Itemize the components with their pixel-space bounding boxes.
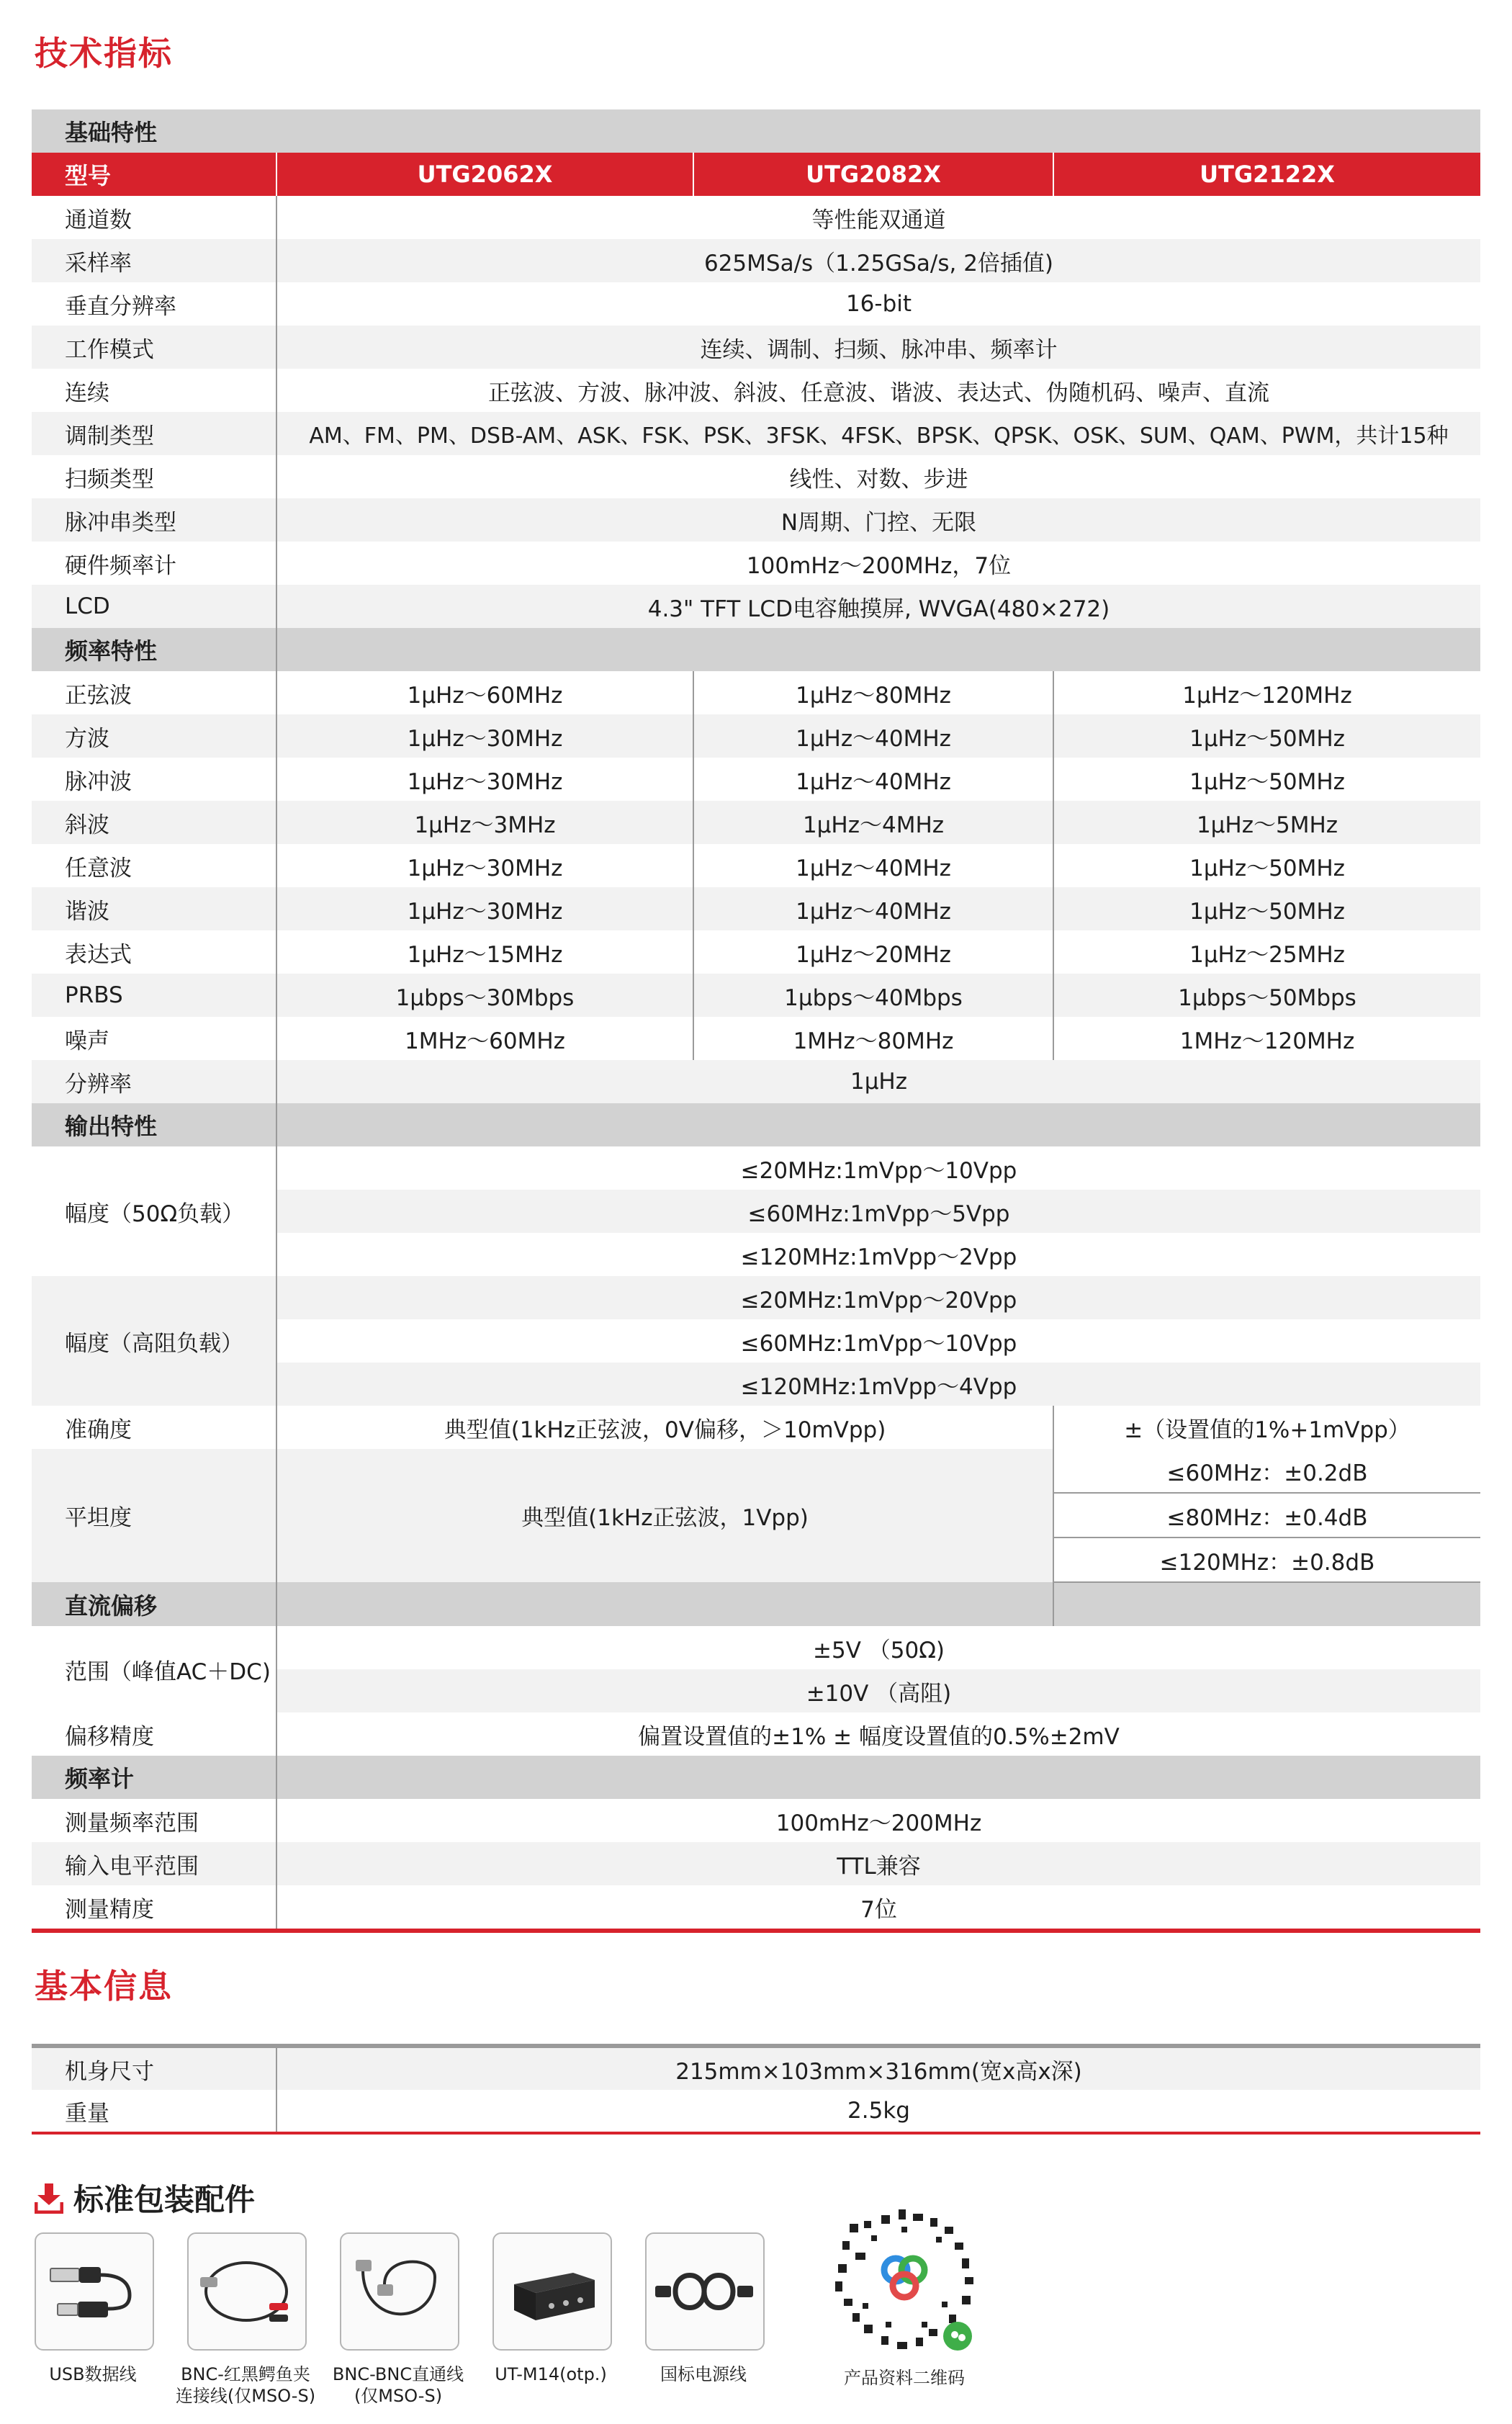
section-title-spec: 技术指标 [35,34,173,73]
basic-info-table [32,2044,1480,2135]
row-label: 准确度 [65,1417,132,1443]
cell-value: N周期、门控、无限 [276,498,1480,542]
cell-value: 典型值(1kHz正弦波，0V偏移，＞10mVpp) [276,1406,1053,1449]
table-row [32,196,1480,239]
table-row [32,2090,1480,2133]
accessory-label: BNC-红黑鳄鱼夹 连接线(仅MSO-S) [175,2364,316,2406]
table-row [32,585,1480,628]
cell-value: 1μHz～50MHz [1053,844,1480,887]
row-label: 正弦波 [65,682,132,709]
table-row [32,282,1480,326]
cell-value [276,1103,1480,1146]
table-row [32,239,1480,282]
row-label: 分辨率 [32,1060,276,1103]
cell-value: 1μHz～40MHz [693,714,1053,758]
table-row [32,714,1480,758]
ut-m14-device-icon [494,2234,611,2349]
cell-value: 1MHz～80MHz [693,1017,1053,1060]
cell-value: 1μHz～50MHz [1053,758,1480,801]
cell-value: ≤60MHz:1mVpp～5Vpp [276,1190,1480,1233]
download-icon [35,2182,63,2214]
cell-value: ≤60MHz：±0.2dB [1053,1449,1480,1493]
cell-value: 1μHz～80MHz [693,671,1053,714]
cell-value: ≤120MHz:1mVpp～4Vpp [276,1363,1480,1406]
cell-value: 典型值(1kHz正弦波，1Vpp) [276,1449,1053,1582]
cell-value: 正弦波、方波、脉冲波、斜波、任意波、谐波、表达式、伪随机码、噪声、直流 [276,369,1480,412]
accessory-ut-m14 [492,2232,612,2351]
cell-value: ≤120MHz：±0.8dB [1053,1538,1480,1582]
cell-value: 1μHz [276,1060,1480,1103]
cell-value: ≤20MHz:1mVpp～10Vpp [276,1146,1480,1190]
row-label: 通道数 [65,207,132,233]
bnc-bnc-cable-icon [341,2234,458,2349]
cell-value: 1μHz～30MHz [276,758,693,801]
row-label: 斜波 [32,801,276,844]
accessory-bnc-clip-cable [187,2232,307,2351]
row-label: 机身尺寸 [32,2046,276,2090]
row-label: 幅度（50Ω负载） [65,1200,245,1227]
cell-value: 1μHz～30MHz [276,887,693,930]
row-label: 基础特性 [32,109,1480,153]
row-label: 偏移精度 [65,1723,154,1750]
row-label: 表达式 [65,941,132,968]
cell-value [1053,1582,1480,1626]
row-label: 平坦度 [32,1449,276,1582]
qr-label: 产品资料二维码 [844,2368,965,2388]
cell-value: ±5V （50Ω) [276,1626,1480,1669]
cell-value: 等性能双通道 [276,196,1480,239]
cell-value: ≤20MHz:1mVpp～20Vpp [276,1276,1480,1319]
section-title-basic-info: 基本信息 [35,1967,173,2006]
row-label: 输出特性 [32,1103,276,1146]
group-header-basic [32,109,1480,153]
model-name: UTG2062X [276,153,693,196]
power-cord-icon [647,2234,763,2349]
row-label: 直流偏移 [32,1582,276,1626]
group-header-frequency [32,628,1480,671]
cell-value: 215mm×103mm×316mm(宽x高x深) [276,2046,1480,2090]
cell-value: 偏置设置值的±1% ± 幅度设置值的0.5%±2mV [276,1712,1480,1756]
row-label: 幅度（高阻负载） [32,1276,276,1406]
row-label: 方波 [32,714,276,758]
row-label: 重量 [65,2100,109,2127]
row-label: 脉冲波 [65,768,132,795]
accessory-label: USB数据线 [49,2364,137,2384]
table-row [32,1799,1480,1842]
cell-value: 1μHz～25MHz [1053,930,1480,974]
cell-value: ±（设置值的1%+1mVpp） [1053,1406,1480,1449]
cell-value: 线性、对数、步进 [276,455,1480,498]
table-row [32,1885,1480,1931]
model-name: UTG2122X [1053,153,1480,196]
table-row [32,974,1480,1017]
cell-value: 1μHz～4MHz [693,801,1053,844]
table-row [32,455,1480,498]
table-row [32,498,1480,542]
row-label: 工作模式 [32,326,276,369]
cell-value: 1μHz～40MHz [693,758,1053,801]
table-row [32,1276,1480,1319]
group-header-dc-offset [32,1582,1480,1626]
cell-value [276,1582,1053,1626]
model-label: 型号 [32,153,276,196]
cell-value: ≤60MHz:1mVpp～10Vpp [276,1319,1480,1363]
cell-value [276,1756,1480,1799]
table-row [32,930,1480,974]
cell-value: ±10V （高阻) [276,1669,1480,1712]
table-row [32,1017,1480,1060]
cell-value: 1μHz～60MHz [276,671,693,714]
table-row [32,1842,1480,1885]
row-label: LCD [32,585,276,628]
accessory-usb-cable [35,2232,154,2351]
cell-value: 1μHz～50MHz [1053,887,1480,930]
spec-table [32,109,1480,1933]
table-row [32,1406,1480,1449]
model-row [32,153,1480,196]
row-label: 扫频类型 [65,466,154,493]
cell-value: 1μHz～40MHz [693,887,1053,930]
row-label: PRBS [32,974,276,1017]
row-label: 频率计 [32,1756,276,1799]
row-label: 频率特性 [32,628,276,671]
table-row [32,1712,1480,1756]
cell-value: 1μbps～50Mbps [1053,974,1480,1017]
cell-value: 1μHz～50MHz [1053,714,1480,758]
table-row [32,326,1480,369]
row-label: 谐波 [32,887,276,930]
accessory-bnc-bnc-cable [340,2232,459,2351]
cell-value: 4.3" TFT LCD电容触摸屏, WVGA(480×272) [276,585,1480,628]
bnc-clip-cable-icon [189,2234,305,2349]
cell-value: ≤120MHz:1mVpp～2Vpp [276,1233,1480,1276]
cell-value: 1MHz～120MHz [1053,1017,1480,1060]
cell-value: 1μHz～30MHz [276,844,693,887]
row-label: 范围（峰值AC＋DC) [65,1658,271,1685]
table-row [32,412,1480,455]
cell-value: 1μHz～15MHz [276,930,693,974]
accessory-power-cord [645,2232,765,2351]
group-header-counter [32,1756,1480,1799]
row-label: 调制类型 [32,412,276,455]
cell-value: 连续、调制、扫频、脉冲串、频率计 [276,326,1480,369]
cell-value: 625MSa/s（1.25GSa/s, 2倍插值) [276,239,1480,282]
cell-value: 1μHz～20MHz [693,930,1053,974]
table-row [32,801,1480,844]
cell-value: 1μHz～30MHz [276,714,693,758]
cell-value: 1μbps～40Mbps [693,974,1053,1017]
row-label: 噪声 [65,1028,109,1054]
cell-value: 2.5kg [276,2090,1480,2133]
cell-value [276,628,1480,671]
table-row [32,671,1480,714]
cell-value: 100mHz～200MHz [276,1799,1480,1842]
cell-value: 16-bit [276,282,1480,326]
table-row [32,1146,1480,1190]
cell-value: 1μHz～40MHz [693,844,1053,887]
table-row [32,2046,1480,2090]
row-label: 连续 [65,380,109,406]
model-name: UTG2082X [693,153,1053,196]
cell-value: 1μHz～120MHz [1053,671,1480,714]
cell-value: 1μbps～30Mbps [276,974,693,1017]
accessory-label: 国标电源线 [660,2364,747,2384]
row-label: 输入电平范围 [32,1842,276,1885]
row-label: 采样率 [32,239,276,282]
cell-value: 1MHz～60MHz [276,1017,693,1060]
group-header-output [32,1103,1480,1146]
row-label: 测量频率范围 [65,1810,199,1836]
accessory-label: UT-M14(otp.) [495,2364,607,2384]
usb-cable-icon [36,2234,153,2349]
table-row [32,1449,1480,1493]
row-label: 测量精度 [65,1896,154,1923]
table-row [32,542,1480,585]
row-label: 任意波 [65,855,132,881]
table-row [32,844,1480,887]
cell-value: 1μHz～3MHz [276,801,693,844]
row-label: 硬件频率计 [65,552,176,579]
row-label: 垂直分辨率 [65,293,176,320]
table-row [32,1626,1480,1669]
cell-value: TTL兼容 [276,1842,1480,1885]
cell-value: ≤80MHz：±0.4dB [1053,1493,1480,1538]
table-row [32,887,1480,930]
cell-value: 7位 [276,1885,1480,1931]
cell-value: 100mHz～200MHz，7位 [276,542,1480,585]
cell-value: 1μHz～5MHz [1053,801,1480,844]
table-row [32,1060,1480,1103]
qr-code-icon [821,2195,988,2362]
table-row [32,369,1480,412]
cell-value: AM、FM、PM、DSB-AM、ASK、FSK、PSK、3FSK、4FSK、BPSK、QPSK、OSK、SUM、QAM、PWM，共计15种 [276,412,1480,455]
accessories-title: 标准包装配件 [35,2176,255,2219]
accessory-label: BNC-BNC直通线 (仅MSO-S) [332,2364,464,2406]
table-row [32,758,1480,801]
row-label: 脉冲串类型 [32,498,276,542]
